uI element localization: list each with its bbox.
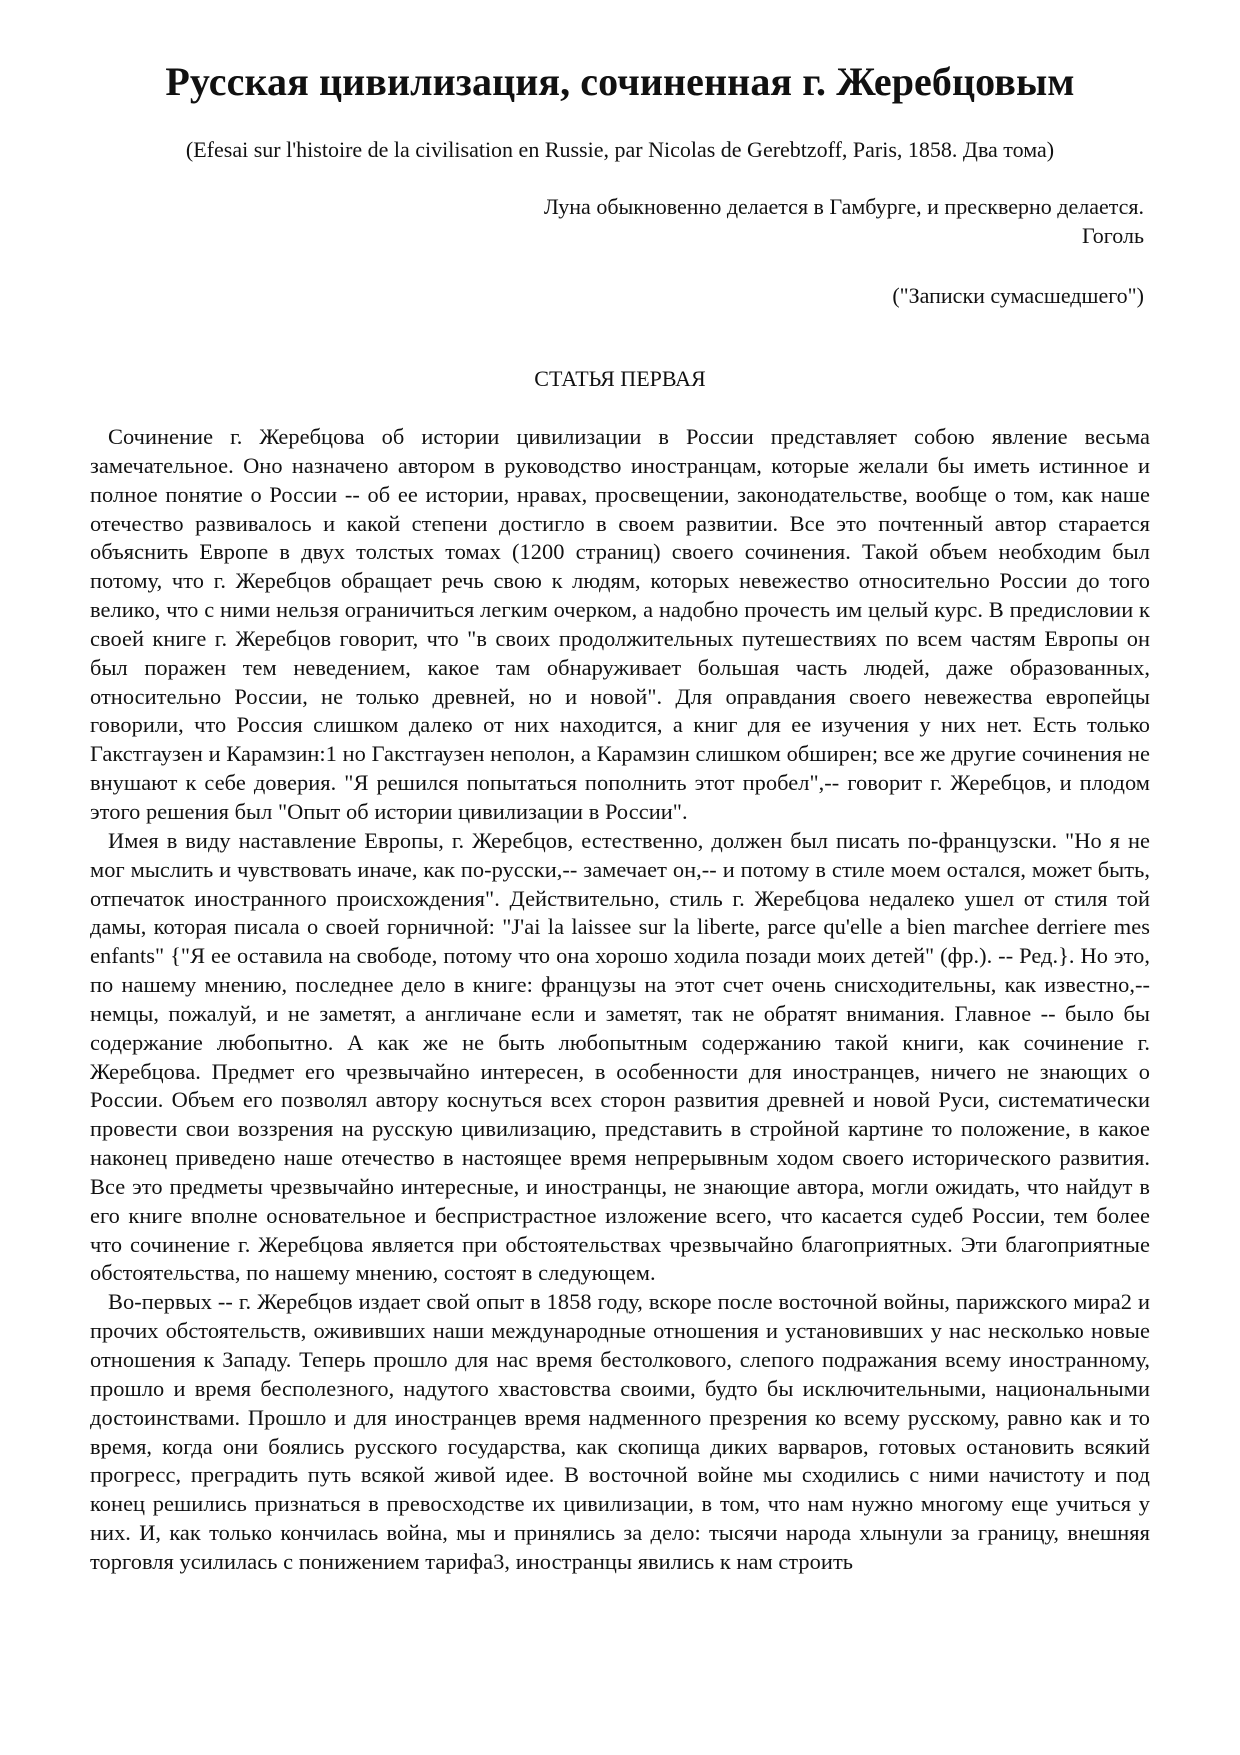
epigraph-block <box>244 192 1144 250</box>
epigraph-source: ("Записки сумасшедшего") <box>892 283 1144 308</box>
paragraph-2: Имея в виду наставление Европы, г. Жеребцов, естественно, должен был писать по-французски. "Но я не мог мыслить и чувствовать иначе, как по-русски,-- замечает он,-- и потому в стиле моем остался, может быть, отпечаток иностранного происхождения". Действительно, стиль г. Жеребцова недалеко ушел от стиля той дамы, которая писала о своей горничной: "J'ai la laissee sur la liberte, parce qu'elle a bien marchee derriere mes enfants" {"Я ее оставила на свободе, потому что она хорошо ходила позади моих детей" (фр.). -- Ред.}. Но это, по нашему мнению, последнее дело в книге: французы на этот счет очень снисходительны, как известно,-- немцы, пожалуй, и не заметят, а англичане если и заметят, так не обратят внимания. Главное -- было бы содержание любопытно. А как же не быть любопытным содержанию такой книги, как сочинение г. Жеребцова. Предмет его чрезвычайно интересен, в особенности для иностранцев, ничего не знающих о России. Объем его позволял автору коснуться всех сторон развития древней и новой Руси, систематически провести свои воззрения на русскую цивилизацию, представить в стройной картине то положение, в какое наконец приведено наше отечество в настоящее время непрерывным ходом своего исторического развития. Все это предметы чрезвычайно интересные, и иностранцы, не знающие автора, могли ожидать, что найдут в его книге вполне основательное и беспристрастное изложение всего, что касается судеб России, тем более что сочинение г. Жеребцова является при обстоятельствах чрезвычайно благоприятных. Эти благоприятные обстоятельства, по нашему мнению, состоят в следующем. <box>90 827 1150 1286</box>
section-heading: СТАТЬЯ ПЕРВАЯ <box>534 366 706 391</box>
paragraph-3: Во-первых -- г. Жеребцов издает свой опыт в 1858 году, вскоре после восточной войны, парижского мира2 и прочих обстоятельств, ожививших наши международные отношения и установивших у нас несколько новые отношения к Западу. Теперь прошло для нас время бестолкового, слепого подражания всему иностранному, прошло и время бесполезного, надутого хвастовства своими, будто бы исключительными, национальными достоинствами. Прошло и для иностранцев время надменного презрения ко всему русскому, равно как и то время, когда они боялись русского государства, как скопища диких варваров, готовых остановить всякий прогресс, преградить путь всякой живой идее. В восточной войне мы сходились с ними начистоту и под конец решились признаться в превосходстве их цивилизации, в том, что нам нужно многому еще учиться у них. И, как только кончилась война, мы и принялись за дело: тысячи народа хлынули за границу, внешняя торговля усилилась с понижением тарифа3, иностранцы явились к нам строить <box>90 1289 1150 1574</box>
document-subtitle: (Efesai sur l'histoire de la civilisation en Russie, par Nicolas de Gerebtzoff, Paris, 1858. Два тома) <box>185 137 1055 162</box>
document-title: Русская цивилизация, сочиненная г. Жеребцовым <box>165 59 1075 104</box>
article-body <box>90 423 1150 1577</box>
epigraph-quote: Луна обыкновенно делается в Гамбурге, и прескверно делается. <box>543 194 1144 219</box>
epigraph-author: Гоголь <box>1082 223 1144 248</box>
paragraph-1: Сочинение г. Жеребцова об истории цивилизации в России представляет собою явление весьма замечательное. Оно назначено автором в руководство иностранцам, которые желали бы иметь истинное и полное понятие о России -- об ее истории, нравах, просвещении, законодательстве, вообще о том, как наше отечество развивалось и какой степени достигло в своем развитии. Все это почтенный автор старается объяснить Европе в двух толстых томах (1200 страниц) своего сочинения. Такой объем необходим был потому, что г. Жеребцов обращает речь свою к людям, которых невежество относительно России до того велико, что с ними нельзя ограничиться легким очерком, а надобно прочесть им целый курс. В предисловии к своей книге г. Жеребцов говорит, что "в своих продолжительных путешествиях по всем частям Европы он был поражен тем неведением, какое там обнаруживает большая часть людей, даже образованных, относительно России, не только древней, но и новой". Для оправдания своего невежества европейцы говорили, что Россия слишком далеко от них находится, а книг для ее изучения у них нет. Есть только Гакстгаузен и Карамзин:1 но Гакстгаузен неполон, а Карамзин слишком обширен; все же другие сочинения не внушают к себе доверия. "Я решился попытаться пополнить этот пробел",-- говорит г. Жеребцов, и плодом этого решения был "Опыт об истории цивилизации в России". <box>90 424 1150 824</box>
